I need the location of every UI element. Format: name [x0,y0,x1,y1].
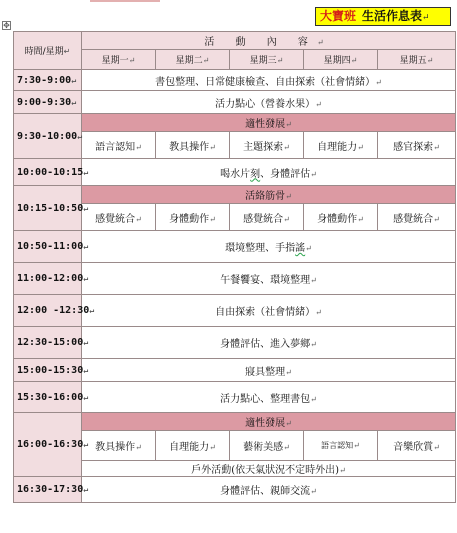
activity-item: 感官探索↵ [378,132,456,159]
day-header-tue: 星期二↵ [156,50,230,70]
activity-cell: 喝水片刻、身體評估↵ [82,159,456,186]
schedule-row [14,359,456,382]
section-heading: 活絡筋骨↵ [82,186,456,204]
time-cell: 12:30-15:00↵ [14,327,82,359]
activity-item: 身體動作↵ [156,204,230,231]
activity-item: 語言認知↵ [82,132,156,159]
spellcheck-underlined-text: 刻 [250,168,261,180]
activity-item: 感覺統合↵ [230,204,304,231]
activity-cell: 自由探索（社會情緒）↵ [82,295,456,327]
activity-item: 教具操作↵ [82,431,156,461]
activity-cell: 活力點心（營養水果）↵ [82,91,456,114]
schedule-row [14,263,456,295]
activity-cell: 活力點心、整理書包↵ [82,382,456,413]
activity-item: 教具操作↵ [156,132,230,159]
table-move-handle-icon[interactable]: ✥ [3,21,10,30]
activity-cell: 身體評估、進入夢鄉↵ [82,327,456,359]
paragraph-mark-icon: ↵ [422,13,430,23]
time-cell: 16:00-16:30↵ [14,413,82,477]
section-heading: 適性發展↵ [82,413,456,431]
table-header-row [14,32,456,50]
time-cell: 10:15-10:50↵ [14,186,82,231]
activity-item: 主題探索↵ [230,132,304,159]
activity-cell: 戶外活動(依天氣狀況不定時外出)↵ [82,461,456,477]
activity-header: 活 動 內 容↵ [82,32,456,50]
top-decoration-line [90,0,160,2]
activity-item: 自理能力↵ [156,431,230,461]
activity-cell: 午餐饗宴、環境整理↵ [82,263,456,295]
activity-item: 感覺統合↵ [82,204,156,231]
activity-item: 感覺統合↵ [378,204,456,231]
time-cell: 10:50-11:00↵ [14,231,82,263]
schedule-row [14,413,456,431]
activity-item: 藝術美感↵ [230,431,304,461]
class-name: 大寶班 [320,9,357,23]
time-cell: 12:00 -12:30↵ [14,295,82,327]
activity-item: 音樂欣賞↵ [378,431,456,461]
schedule-row [14,295,456,327]
schedule-row [14,231,456,263]
schedule-row [14,327,456,359]
spellcheck-underlined-text: 謠 [295,243,306,254]
activity-cell: 寢具整理↵ [82,359,456,382]
schedule-title: 生活作息表 [362,9,423,23]
day-header-fri: 星期五↵ [378,50,456,70]
activity-item: 身體動作↵ [304,204,378,231]
schedule-row [14,70,456,91]
schedule-row [14,382,456,413]
activity-cell: 身體評估、親師交流↵ [82,477,456,503]
schedule-row [14,114,456,132]
time-cell: 15:00-15:30↵ [14,359,82,382]
activity-item: 自理能力↵ [304,132,378,159]
time-cell: 11:00-12:00↵ [14,263,82,295]
time-cell: 10:00-10:15↵ [14,159,82,186]
section-heading: 適性發展↵ [82,114,456,132]
schedule-row [14,159,456,186]
activity-cell: 環境整理、手指謠↵ [82,231,456,263]
day-header-thu: 星期四↵ [304,50,378,70]
activity-item: 語言認知↵ [304,431,378,461]
time-cell: 9:30-10:00↵ [14,114,82,159]
title-box [315,7,451,26]
time-cell: 7:30-9:00↵ [14,70,82,91]
time-cell: 15:30-16:00↵ [14,382,82,413]
schedule-row [14,477,456,503]
day-header-wed: 星期三↵ [230,50,304,70]
schedule-row [14,186,456,204]
time-day-header: 時間/星期↵ [14,32,82,70]
time-cell: 16:30-17:30↵ [14,477,82,503]
schedule-row [14,91,456,114]
time-cell: 9:00-9:30↵ [14,91,82,114]
day-header-mon: 星期一↵ [82,50,156,70]
activity-cell: 書包整理、日常健康檢查、自由探索（社會情緒）↵ [82,70,456,91]
schedule-table [13,31,456,503]
